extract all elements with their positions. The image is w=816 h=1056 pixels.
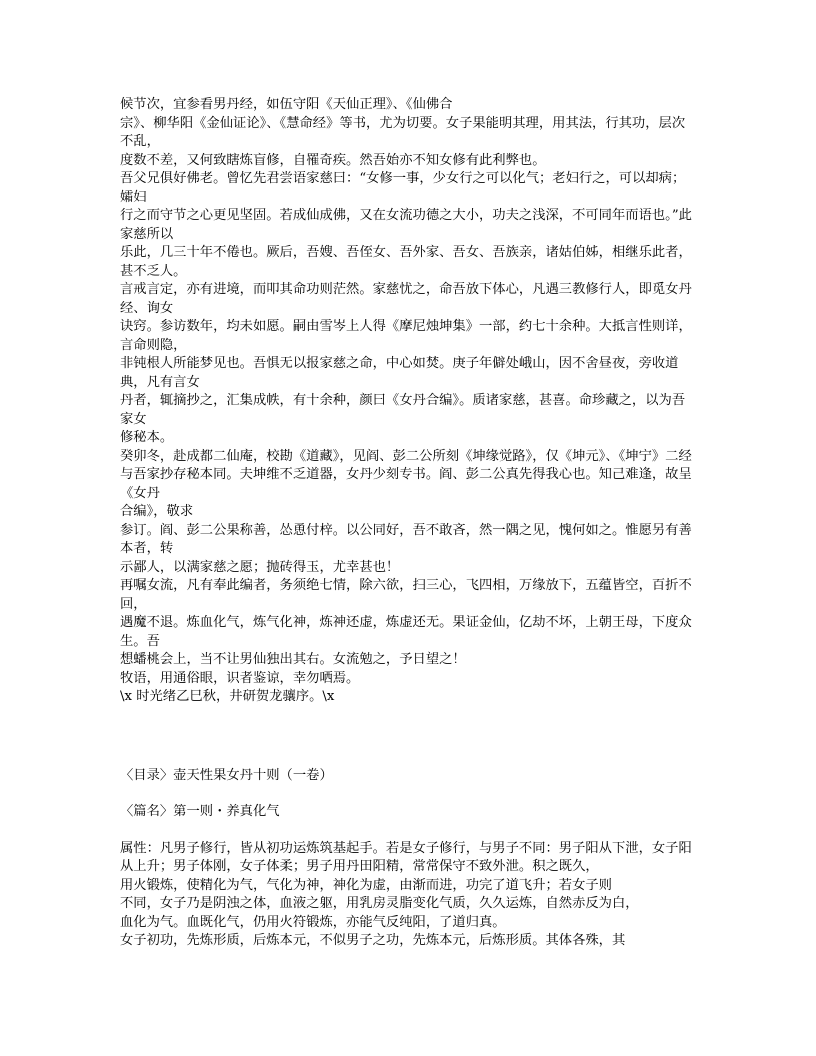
paragraph-line: 度数不差，又何致瞎炼盲修，自罹奇疾。然吾始亦不知女修有此利弊也。 xyxy=(120,152,546,168)
paragraph-line: 与吾家抄存秘本同。夫坤维不乏道器，女丹少刻专书。阎、彭二公真先得我心也。知己难逢，故呈《女丹 xyxy=(120,467,692,501)
paragraph-line: 诀窍。参访数年，均未如愿。嗣由雪岑上人得《摩尼烛坤集》一部，约七十余种。大抵言性则详，言命则隐， xyxy=(120,319,692,353)
paragraph-line: 女子初功，先炼形质，后炼本元，不似男子之功，先炼本元，后炼形质。其体各殊，其 xyxy=(120,933,626,948)
catalog-heading: 〈目录〉壶天性果女丹十则（一卷） xyxy=(120,767,333,783)
paragraph-line: 用火锻炼，使精化为气，气化为神，神化为虚，由渐而进，功完了道飞升；若女子则 xyxy=(120,877,612,893)
paragraph-line: 候节次，宜参看男丹经，如伍守阳《天仙正理》、《仙佛合 xyxy=(120,97,453,112)
paragraph-line: 不同，女子乃是阴浊之体，血液之躯，用乳房灵脂变化气质，久久运炼，自然赤反为白， xyxy=(120,896,639,911)
paragraph-line: 合编》，敬求 xyxy=(120,504,194,519)
paragraph-line: 吾父兄俱好佛老。曾忆先君尝语家慈曰：“女修一事，少女行之可以化气；老妇行之，可以却病；孀妇 xyxy=(120,171,686,205)
preface-section xyxy=(120,96,696,707)
signature-line: \x 时光绪乙巳秋，井研贺龙骧序。\x xyxy=(120,689,335,704)
paragraph-line: 血化为气。血既化气，仍用火符锻炼，亦能气反纯阳，了道归真。 xyxy=(120,914,506,930)
paragraph-line: 想蟠桃会上，当不让男仙独出其右。女流勉之，予日望之！ xyxy=(120,652,466,667)
chapter-body xyxy=(120,840,696,951)
paragraph-line: 非钝根人所能梦见也。吾惧无以报家慈之命，中心如焚。庚子年僻处峨山，因不舍昼夜，旁收道典，凡有言女 xyxy=(120,356,679,390)
paragraph-line: 参订。阎、彭二公果称善，怂恿付梓。以公同好，吾不敢吝，然一隅之见，愧何如之。惟愿另有善本者，转 xyxy=(120,522,692,556)
paragraph-line: 修秘本。 xyxy=(120,430,174,445)
paragraph-line: 乐此，几三十年不倦也。厥后，吾嫂、吾侄女、吾外家、吾女、吾族亲，诸姑伯姊，相继乐此者，甚不乏人。 xyxy=(120,245,692,279)
document-page xyxy=(120,96,696,951)
paragraph-line: 行之而守节之心更见坚固。若成仙成佛，又在女流功德之大小，功夫之浅深，不可同年而语也。”此家慈所以 xyxy=(120,208,692,242)
paragraph-line: 牧语，用通俗眼，识者鉴谅，幸勿哂焉。 xyxy=(120,670,360,686)
paragraph-line: 癸卯冬，赴成都二仙庵，校勘《道藏》，见阎、彭二公所刻《坤缘觉路》，仅《坤元》、《坤宁》二经 xyxy=(120,448,692,464)
paragraph-line: 再嘱女流，凡有奉此编者，务须绝七情，除六欲，扫三心，飞四相，万缘放下，五蕴皆空，百折不回， xyxy=(120,578,692,612)
paragraph-line: 丹者，辄摘抄之，汇集成帙，有十余种，颜曰《女丹合编》。质诸家慈，甚喜。命珍藏之，以为吾家女 xyxy=(120,393,686,427)
paragraph-line: 宗》、柳华阳《金仙证论》、《慧命经》等书，尤为切要。女子果能明其理，用其法，行其功，层次不乱， xyxy=(120,115,686,149)
paragraph-line: 示鄙人，以满家慈之愿；抛砖得玉，尤幸甚也！ xyxy=(120,559,400,575)
chapter-heading: 〈篇名〉第一则・养真化气 xyxy=(120,804,280,819)
paragraph-line: 遇魔不退。炼血化气，炼气化神，炼神还虚，炼虚还无。果证金仙，亿劫不坏，上朝王母，下度众生。吾 xyxy=(120,615,692,649)
paragraph-line: 属性：凡男子修行，皆从初功运炼筑基起手。若是女子修行，与男子不同：男子阳从下泄，女子阳从上升；男子体刚，女子体柔；男子用丹田阳精，常常保守不致外泄。积之既久， xyxy=(120,840,692,874)
paragraph-line: 言戒言定，亦有进境，而叩其命功则茫然。家慈忧之，命吾放下体心，凡遇三教修行人，即觅女丹经、询女 xyxy=(120,282,692,316)
